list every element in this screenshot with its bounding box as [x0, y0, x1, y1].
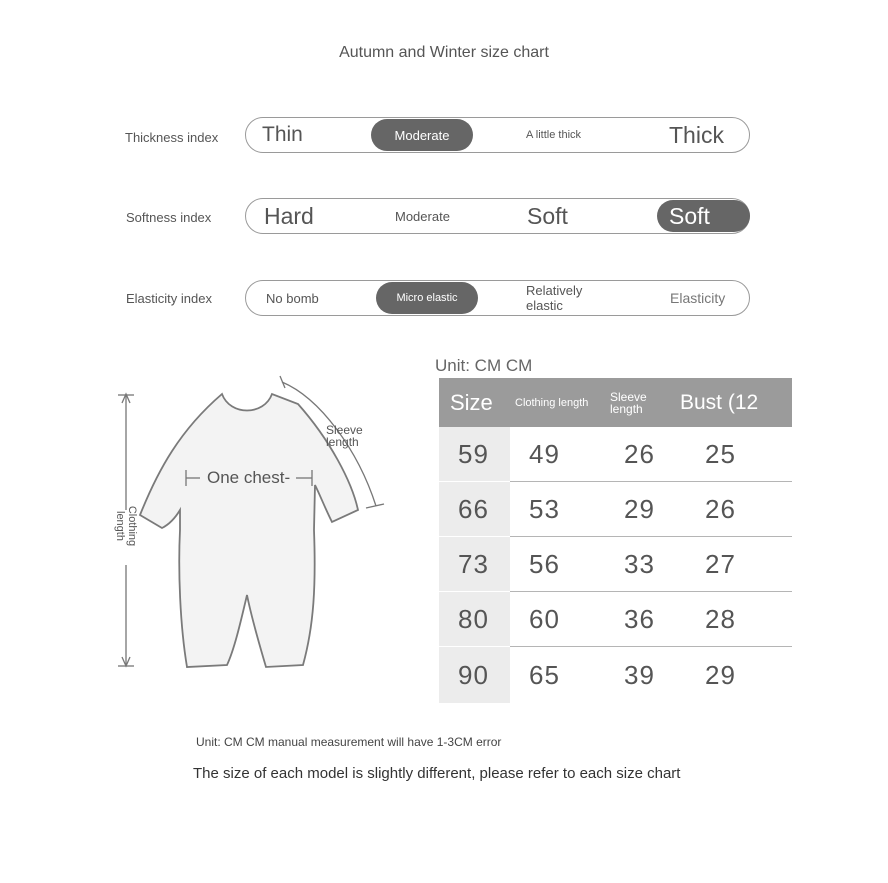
clothing-length-label: Clothing length: [114, 505, 138, 547]
elasticity-index-label: Elasticity index: [126, 291, 212, 306]
cell-bust: 25: [675, 427, 792, 482]
sleeve-length-label: Sleeve length: [326, 423, 363, 449]
cell-sleeve-length: 39: [624, 659, 655, 690]
page-title: Autumn and Winter size chart: [339, 44, 549, 61]
cell-size: 66: [439, 482, 510, 537]
cell-clothing-length: 56: [510, 537, 605, 592]
cell-sleeve-length: 26: [605, 427, 675, 482]
softness-index-label: Softness index: [126, 210, 212, 225]
cell-size: 59: [439, 427, 510, 482]
table-row: [439, 647, 792, 704]
thickness-option-moderate: Moderate: [371, 119, 473, 151]
header-clothing-length: Clothing length: [510, 378, 605, 427]
cell-bust: 26: [675, 482, 792, 537]
thickness-option-thin: Thin: [262, 123, 303, 146]
chest-label: One chest-: [207, 468, 291, 487]
softness-index-scale: [245, 198, 750, 234]
elasticity-option-no-bomb: No bomb: [266, 290, 319, 306]
softness-option-soft-selected: Soft: [657, 200, 750, 232]
softness-option-hard: Hard: [264, 202, 314, 229]
table-header-row: [439, 378, 792, 427]
thickness-option-thick: Thick: [669, 121, 724, 148]
unit-label: Unit: CM CM: [435, 356, 533, 375]
thickness-index-label: Thickness index: [125, 130, 219, 145]
elasticity-option-micro-elastic: Micro elastic: [376, 282, 478, 314]
cell-clothing-length: 60: [510, 592, 605, 647]
cell-size: 80: [439, 592, 510, 647]
thickness-option-a-little-thick: A little thick: [526, 129, 582, 141]
size-table: [439, 378, 792, 703]
thickness-index-scale: [245, 117, 750, 153]
cell-sleeve-length: 36: [605, 592, 675, 647]
table-row: [439, 537, 792, 592]
model-difference-note: The size of each model is slightly different, please refer to each size chart: [193, 765, 681, 782]
table-row: [439, 592, 792, 647]
cell-sleeve-length: 29: [605, 482, 675, 537]
header-sleeve-length: Sleeve length: [605, 378, 675, 427]
measurement-error-note: Unit: CM CM manual measurement will have 1-3CM error: [196, 735, 502, 749]
softness-option-moderate: Moderate: [395, 208, 450, 224]
softness-option-soft: Soft: [527, 202, 568, 229]
header-size: Size: [439, 378, 510, 427]
cell-bust: 28: [675, 592, 792, 647]
cell-sleeve-length: 33: [605, 537, 675, 592]
header-bust: Bust (12: [675, 378, 792, 427]
cell-bust: 27: [675, 537, 792, 592]
elasticity-option-elasticity: Elasticity: [670, 290, 726, 306]
table-row: [439, 482, 792, 537]
cell-clothing-length: 49: [510, 427, 605, 482]
cell-clothing-length: 53: [510, 482, 605, 537]
cell-size: 73: [439, 537, 510, 592]
cell-bust: 29: [705, 659, 736, 690]
cell-clothing-length: 65: [529, 659, 560, 690]
romper-diagram: [100, 370, 400, 680]
cell-size: 90: [439, 647, 510, 704]
elasticity-index-scale: [245, 280, 750, 316]
table-row: [439, 427, 792, 482]
elasticity-option-relatively-elastic: Relatively elastic: [526, 283, 583, 313]
